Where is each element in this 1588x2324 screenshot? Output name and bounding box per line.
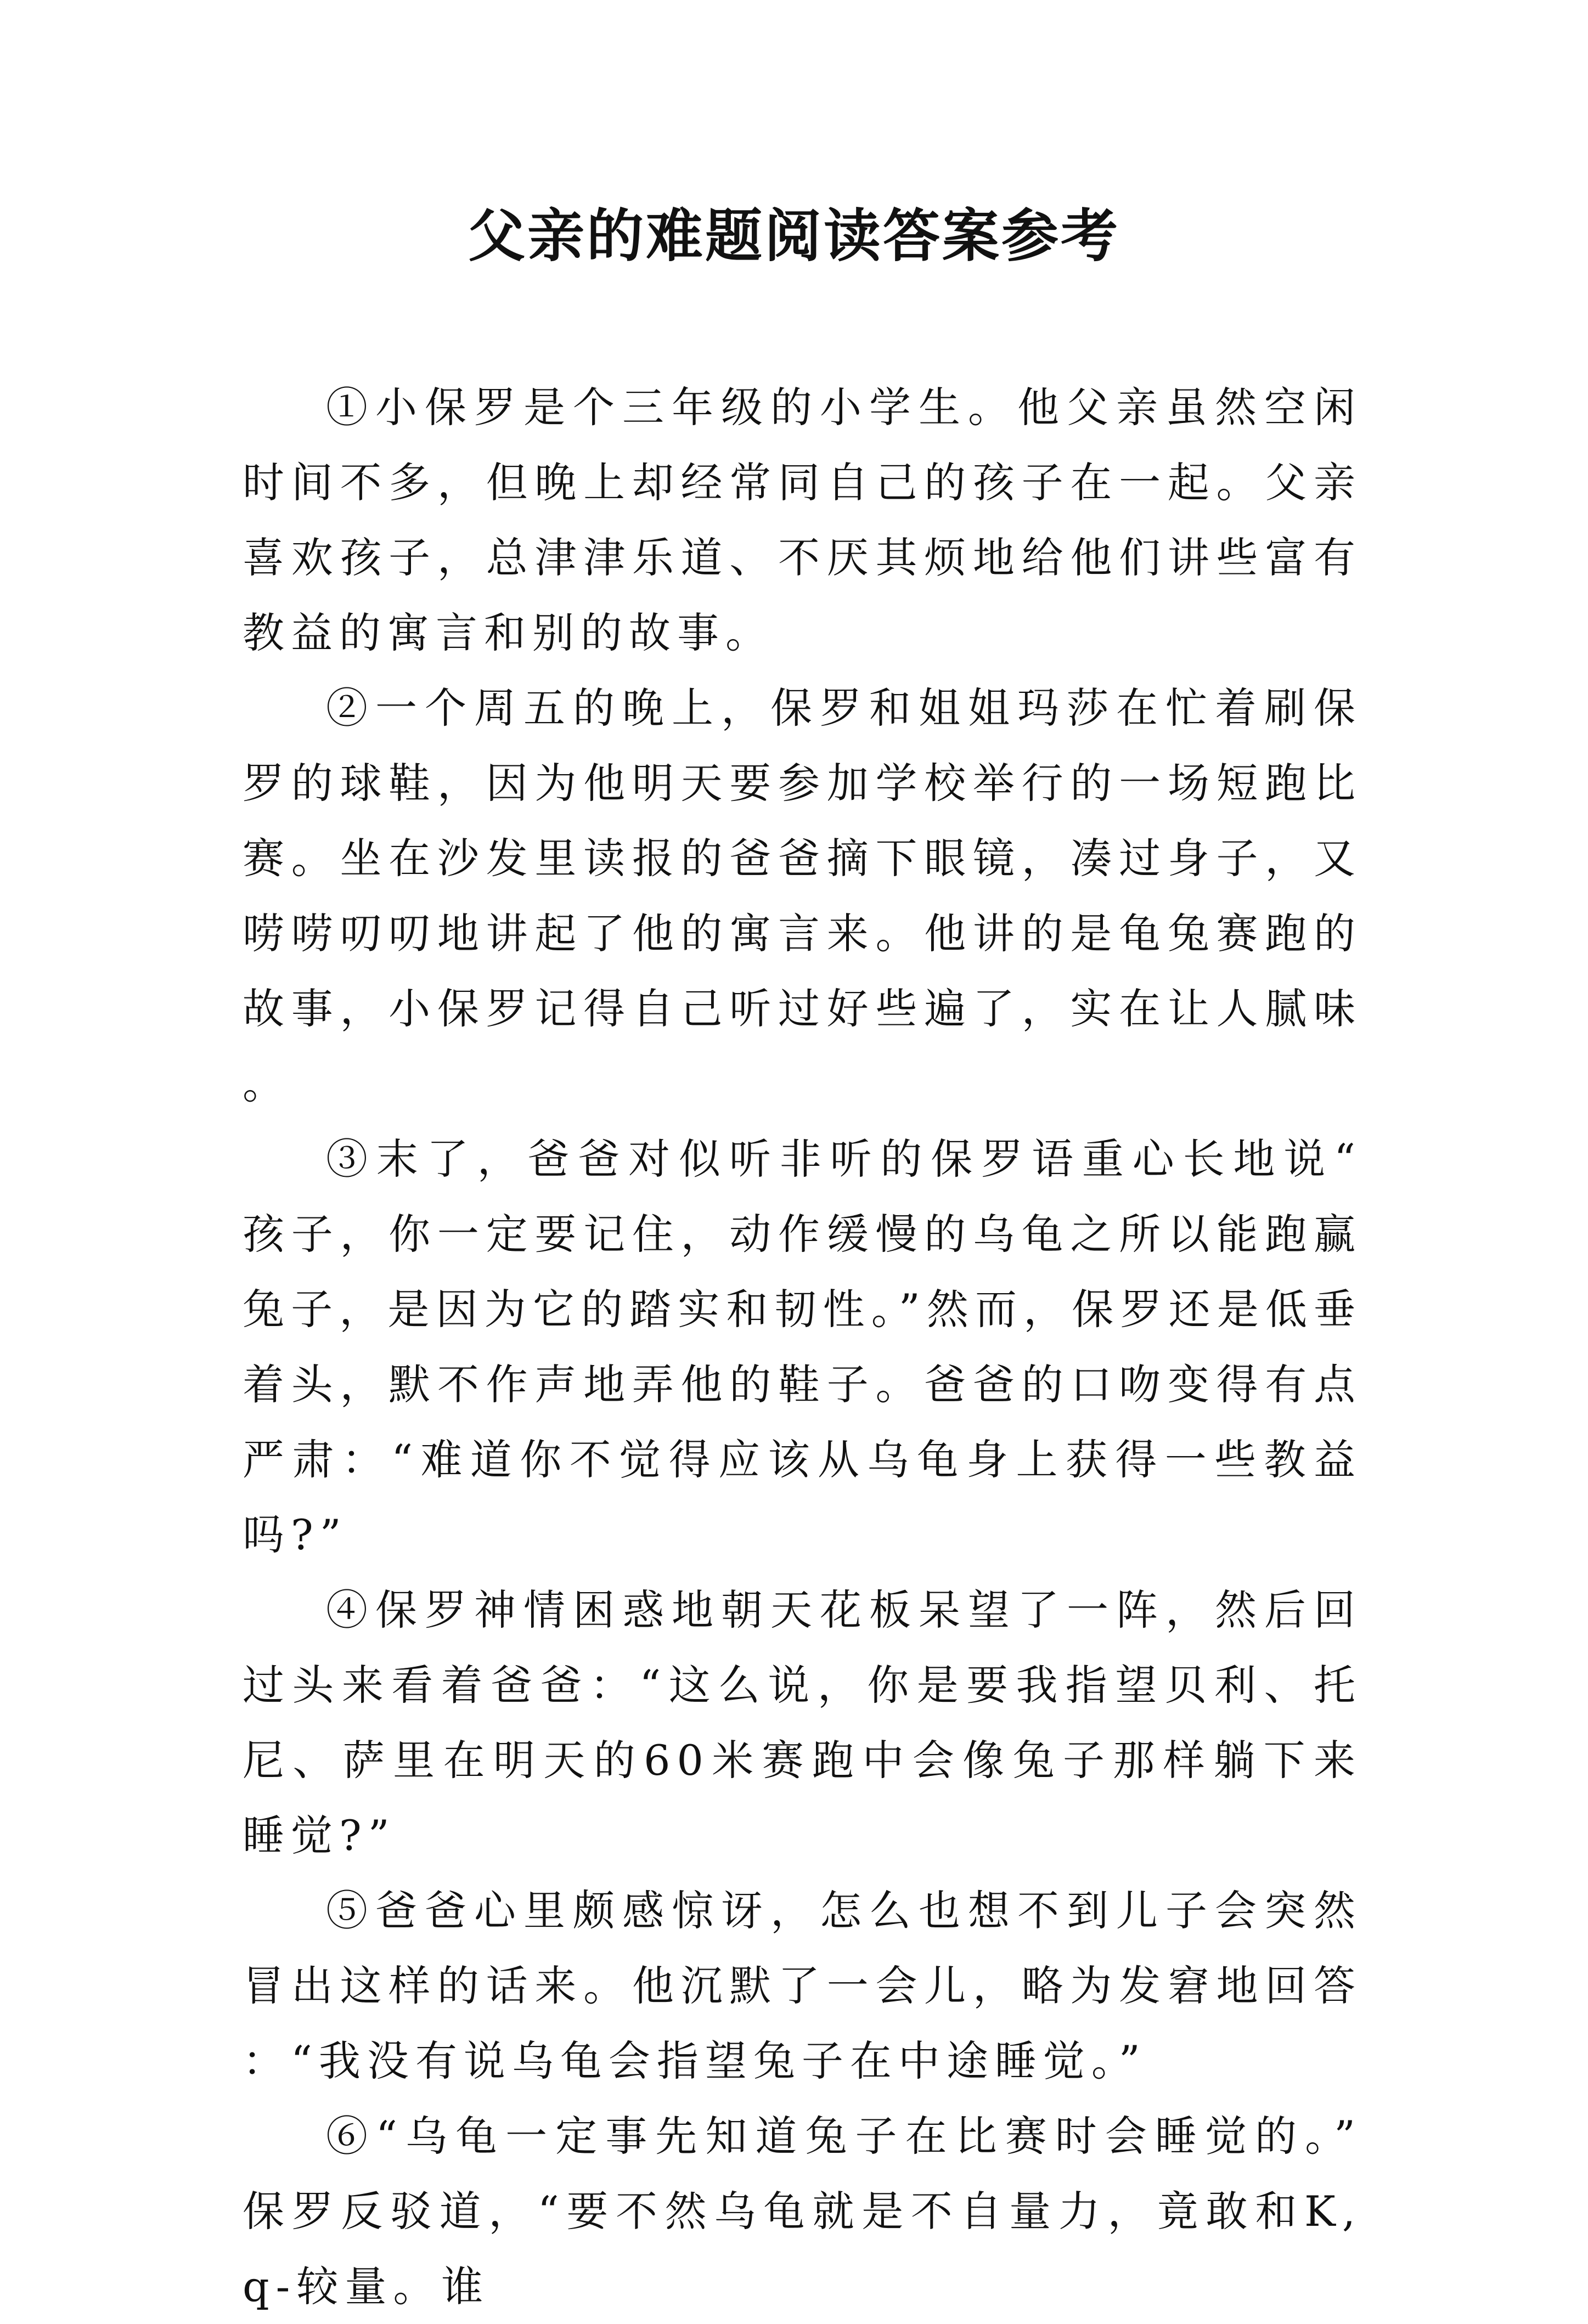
paragraph-4: ④保罗神情困惑地朝天花板呆望了一阵，然后回过头来看着爸爸：“这么说，你是要我指望贝利、托尼、萨里在明天的60米赛跑中会像兔子那样躺下来睡觉?” [243, 1586, 1362, 1860]
paragraph-3: ③末了，爸爸对似听非听的保罗语重心长地说“孩子，你一定要记住，动作缓慢的乌龟之所以能跑赢兔子，是因为它的踏实和韧性。”然而，保罗还是低垂着头，默不作声地弄他的鞋子。爸爸的口吻变得有点严肃：“难道你不觉得应该从乌龟身上获得一些教益吗?” [243, 1135, 1362, 1559]
paragraph-5: ⑤爸爸心里颇感惊讶，怎么也想不到儿子会突然冒出这样的话来。他沉默了一会儿，略为发窘地回答：“我没有说乌龟会指望兔子在中途睡觉。” [243, 1886, 1362, 2085]
paragraph-2: ②一个周五的晚上，保罗和姐姐玛莎在忙着刷保罗的球鞋，因为他明天要参加学校举行的一场短跑比赛。坐在沙发里读报的爸爸摘下眼镜，凑过身子，又唠唠叨叨地讲起了他的寓言来。他讲的是龟兔赛跑的故事，小保罗记得自己听过好些遍了，实在让人腻味。 [243, 684, 1362, 1108]
document-title: 父亲的难题阅读答案参考 [468, 202, 1120, 269]
paragraph-6: ⑥“乌龟一定事先知道兔子在比赛时会睡觉的。”保罗反驳道，“要不然乌龟就是不自量力，竟敢和K,q-较量。谁 [243, 2112, 1362, 2311]
document-body [243, 370, 1362, 2324]
paragraph-1: ①小保罗是个三年级的小学生。他父亲虽然空闲时间不多，但晚上却经常同自己的孩子在一起。父亲喜欢孩子，总津津乐道、不厌其烦地给他们讲些富有教益的寓言和别的故事。 [243, 383, 1362, 657]
